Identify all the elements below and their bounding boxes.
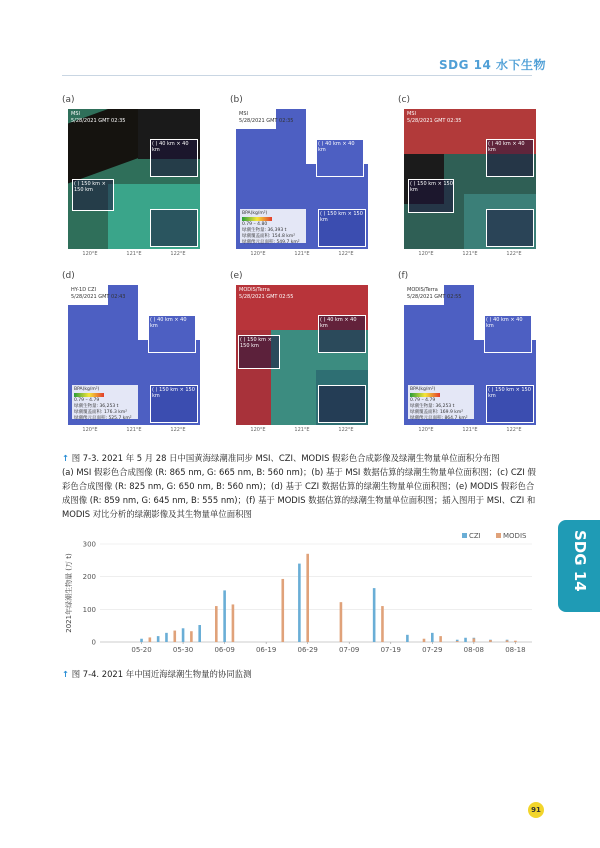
bar-czi <box>464 638 467 642</box>
bar-modis <box>173 631 176 642</box>
lon-ticks <box>68 251 200 257</box>
colorbar <box>410 393 440 397</box>
bar-czi <box>373 588 376 642</box>
sdg-side-tab <box>558 520 600 612</box>
lon-ticks <box>68 427 200 433</box>
panel-label: (b) <box>230 95 243 105</box>
tick: 121°E <box>294 251 310 257</box>
map-image <box>404 109 536 249</box>
tick: 120°E <box>418 427 434 433</box>
inset-zoom <box>318 209 366 247</box>
map-panel-b <box>230 95 370 263</box>
inset-large <box>72 179 114 211</box>
bar-modis <box>232 604 235 642</box>
y-tick-label: 200 <box>82 573 96 582</box>
panel-label: (e) <box>230 271 243 281</box>
date-label: 5/28/2021 GMT 02:43 <box>71 294 126 300</box>
bar-modis <box>281 579 284 642</box>
inset-zoom <box>150 385 198 423</box>
bar-modis <box>473 638 476 642</box>
bar-czi <box>157 636 160 642</box>
date-label: 5/28/2021 GMT 02:35 <box>239 118 294 124</box>
sensor-label: MODIS/Terra <box>239 287 270 293</box>
legend-title: BPA(kg/m²) <box>410 387 436 392</box>
x-tick-label: 05-20 <box>131 646 152 654</box>
date-label: 5/28/2021 GMT 02:55 <box>407 294 462 300</box>
inset-small <box>148 315 196 353</box>
tick: 120°E <box>82 251 98 257</box>
legend-line: 绿潮生物量: 36,253 t <box>410 404 455 409</box>
tick: 121°E <box>294 427 310 433</box>
map-image <box>236 109 368 249</box>
legend-max: 4.80 <box>257 222 268 227</box>
legend-max: 4.79 <box>425 398 436 403</box>
map-image <box>404 285 536 425</box>
sensor-label: MSI <box>407 111 416 117</box>
map-panel-f <box>398 271 538 439</box>
bar-modis <box>381 606 384 642</box>
x-tick-label: 06-09 <box>214 646 235 654</box>
panel-label: (d) <box>62 271 75 281</box>
inset-small <box>484 315 532 353</box>
inset-zoom <box>486 385 534 423</box>
bar-czi <box>298 564 301 642</box>
inset-size: ( ) 150 km × 150 km <box>152 387 195 399</box>
panel-label: (a) <box>62 95 75 105</box>
bar-modis <box>149 637 152 642</box>
tick: 120°E <box>250 251 266 257</box>
caption-arrow-icon: ↑ <box>62 453 70 463</box>
map-panel-a <box>62 95 202 263</box>
inset-size: ( ) 40 km × 40 km <box>488 141 525 153</box>
inset-zoom <box>150 209 198 247</box>
legend-title: BPA(kg/m²) <box>242 211 268 216</box>
legend-label: CZI <box>469 532 481 540</box>
x-tick-label: 07-29 <box>422 646 443 654</box>
legend-max: 4.79 <box>89 398 100 403</box>
inset-size: ( ) 40 km × 40 km <box>320 317 357 329</box>
x-tick-label: 08-08 <box>463 646 485 654</box>
map-panel-d <box>62 271 202 439</box>
bar-modis <box>340 602 343 642</box>
figure-7-4-chart <box>62 530 540 660</box>
panel-label: (f) <box>398 271 409 281</box>
inset-zoom <box>318 385 366 423</box>
tick: 121°E <box>462 251 478 257</box>
y-tick-label: 300 <box>82 540 96 549</box>
colorbar <box>74 393 104 397</box>
panel-label: (c) <box>398 95 410 105</box>
x-tick-label: 06-19 <box>255 646 277 654</box>
inset-small <box>318 315 366 353</box>
bar-modis <box>190 631 193 642</box>
sensor-label: HY-1D CZI <box>71 287 97 293</box>
page-number: 91 <box>528 802 544 818</box>
legend-line: 绿潮像元总面积: 525.7 km² <box>74 416 132 421</box>
caption-title: 图 7-4. 2021 年中国近海绿潮生物量的协同监测 <box>71 669 252 679</box>
legend-min: 0.79 <box>74 398 85 403</box>
tick: 121°E <box>126 251 142 257</box>
legend-label: MODIS <box>503 532 527 540</box>
figure-7-3-caption <box>62 451 540 521</box>
bar-modis <box>439 636 442 642</box>
legend-title: BPA(kg/m²) <box>74 387 100 392</box>
inset-size: ( ) 150 km × 150 km <box>320 211 363 223</box>
tick: 122°E <box>506 251 522 257</box>
y-axis-label: 2021年绿潮生物量 (万 t) <box>65 553 73 633</box>
legend-min: 0.79 <box>242 222 253 227</box>
lon-ticks <box>236 251 368 257</box>
map-image <box>68 109 200 249</box>
legend-line: 绿潮生物量: 36,253 t <box>74 404 119 409</box>
side-tab-label: SDG 14 <box>571 530 589 592</box>
bpa-legend: BPA(kg/m²) 0.79 – 4.80 绿潮生物量: 36,393 t 绿潮覆盖面积: 154.8 km² 绿潮像元总面积: 549.7 km² <box>240 209 306 243</box>
bar-czi <box>406 635 409 642</box>
inset-size: ( ) 150 km × 150 km <box>240 337 272 349</box>
tick: 122°E <box>338 427 354 433</box>
legend-swatch <box>462 533 467 538</box>
bar-czi <box>140 639 143 642</box>
header-rule <box>62 75 532 76</box>
bpa-legend: BPA(kg/m²) 0.79 – 4.79 绿潮生物量: 36,253 t 绿潮覆盖面积: 169.9 km² 绿潮像元总面积: 864.7 km² <box>408 385 474 419</box>
date-label: 5/28/2021 GMT 02:35 <box>407 118 462 124</box>
legend-line: 绿潮像元总面积: 864.7 km² <box>410 416 468 421</box>
legend-swatch <box>496 533 501 538</box>
inset-large <box>238 335 280 369</box>
map-panel-e <box>230 271 370 439</box>
map-image <box>68 285 200 425</box>
inset-size: ( ) 40 km × 40 km <box>318 141 355 153</box>
lon-ticks <box>236 427 368 433</box>
tick: 120°E <box>418 251 434 257</box>
sensor-label: MODIS/Terra <box>407 287 438 293</box>
x-tick-label: 07-09 <box>339 646 360 654</box>
caption-title: 图 7-3. 2021 年 5 月 28 日中国黄海绿潮准同步 MSI、CZI、MODIS 假彩色合成影像及绿潮生物量单位面积分布图 <box>71 453 500 463</box>
inset-small <box>486 139 534 177</box>
legend-line: 绿潮覆盖面积: 169.9 km² <box>410 410 464 415</box>
bar-modis <box>215 606 218 642</box>
inset-size: ( ) 150 km × 150 km <box>74 181 106 193</box>
legend-line: 绿潮生物量: 36,393 t <box>242 228 287 233</box>
bar-czi <box>165 633 168 642</box>
tick: 120°E <box>82 427 98 433</box>
inset-large <box>408 179 454 213</box>
bar-czi <box>223 590 226 642</box>
legend-min: 0.79 <box>410 398 421 403</box>
bar-modis <box>456 641 459 642</box>
date-label: 5/28/2021 GMT 02:55 <box>239 294 294 300</box>
tick: 120°E <box>250 427 266 433</box>
inset-small <box>316 139 364 177</box>
tick: 121°E <box>126 427 142 433</box>
legend-line: 绿潮像元总面积: 549.7 km² <box>242 240 300 245</box>
bar-modis <box>423 639 426 642</box>
x-tick-label: 07-19 <box>380 646 401 654</box>
header-title: SDG 14 水下生物 <box>438 58 546 72</box>
tick: 122°E <box>170 427 186 433</box>
inset-size: ( ) 40 km × 40 km <box>486 317 523 329</box>
inset-small <box>150 139 198 177</box>
bpa-legend: BPA(kg/m²) 0.79 – 4.79 绿潮生物量: 36,253 t 绿潮覆盖面积: 176.3 km² 绿潮像元总面积: 525.7 km² <box>72 385 138 419</box>
bar-modis <box>514 641 517 642</box>
figure-7-4-caption <box>62 668 251 680</box>
tick: 122°E <box>170 251 186 257</box>
tick: 121°E <box>462 427 478 433</box>
sensor-label: MSI <box>239 111 248 117</box>
caption-body: (a) MSI 假彩色合成图像 (R: 865 nm, G: 665 nm, B: 560 nm)；(b) 基于 MSI 数据估算的绿潮生物量单位面积图；(c) CZI 假彩色合成图像 (R: 825 nm, G: 650 nm, B: 560 nm)；(d) 基于 CZI 数据估算的绿潮生物量单位面积图；(e) MODIS 假彩色合成图像 (R: 859 nm, G: 645 nm, B: 555 nm)；(f) 基于 MODIS 数据估算的绿潮生物量单位面积图；插入图用于 MSI、CZI 和 MODIS 对比分析的绿潮影像及其生物量单位面积图 <box>62 467 536 519</box>
tick: 122°E <box>338 251 354 257</box>
bar-modis <box>489 640 492 642</box>
inset-zoom <box>486 209 534 247</box>
x-tick-label: 05-30 <box>172 646 194 654</box>
y-tick-label: 100 <box>82 605 96 614</box>
lon-ticks <box>404 427 536 433</box>
bar-czi <box>431 633 434 642</box>
caption-arrow-icon: ↑ <box>62 669 70 679</box>
inset-size: ( ) 150 km × 150 km <box>488 387 531 399</box>
map-panel-c <box>398 95 538 263</box>
inset-size: ( ) 40 km × 40 km <box>150 317 187 329</box>
lon-ticks <box>404 251 536 257</box>
bar-modis <box>306 554 309 642</box>
map-image <box>236 285 368 425</box>
figure-7-3-maps <box>62 95 538 439</box>
colorbar <box>242 217 272 221</box>
legend-line: 绿潮覆盖面积: 176.3 km² <box>74 410 128 415</box>
bar-modis <box>506 640 509 642</box>
tick: 122°E <box>506 427 522 433</box>
legend-line: 绿潮覆盖面积: 154.8 km² <box>242 234 296 239</box>
y-tick-label: 0 <box>91 638 96 647</box>
bar-czi <box>198 625 201 642</box>
x-tick-label: 06-29 <box>297 646 318 654</box>
date-label: 5/28/2021 GMT 02:35 <box>71 118 126 124</box>
inset-size: ( ) 150 km × 150 km <box>410 181 453 193</box>
sensor-label: MSI <box>71 111 80 117</box>
x-tick-label: 08-18 <box>505 646 526 654</box>
bar-czi <box>182 628 185 642</box>
inset-size: ( ) 40 km × 40 km <box>152 141 189 153</box>
